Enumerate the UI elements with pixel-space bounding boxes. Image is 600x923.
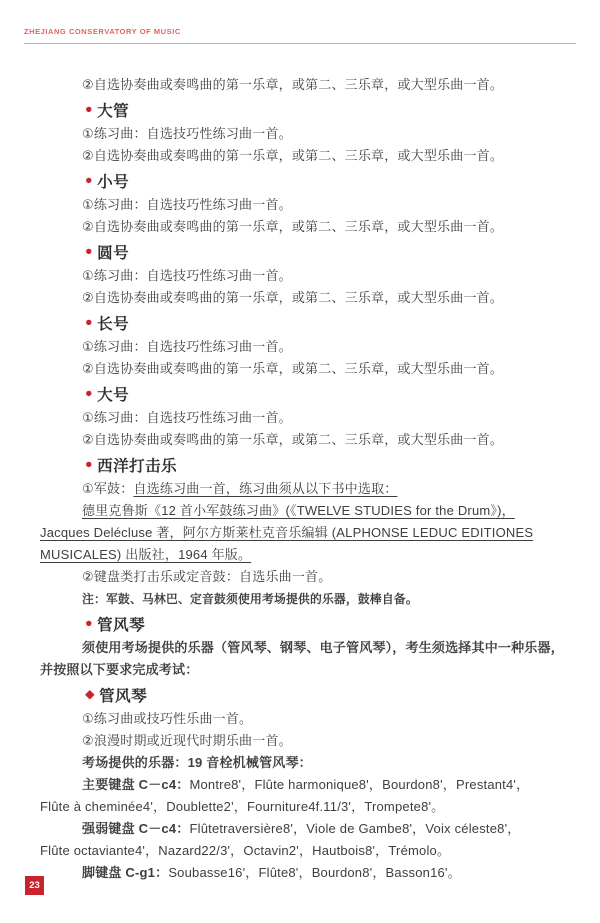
text-segment: ①练习曲：自选技巧性练习曲一首。 <box>82 126 292 141</box>
text-line <box>40 522 585 544</box>
text-line <box>40 659 585 681</box>
section-heading-label: 大管 <box>97 102 130 120</box>
text-segment: ①练习曲：自选技巧性练习曲一首。 <box>82 410 292 425</box>
section-heading <box>40 309 585 336</box>
circle-bullet-icon <box>85 617 93 630</box>
text-segment: ②自选协奏曲或奏鸣曲的第一乐章，或第二、三乐章，或大型乐曲一首。 <box>82 219 504 234</box>
section-heading <box>40 610 585 637</box>
document-body <box>40 74 585 884</box>
text-segment: ①军鼓： <box>82 481 134 496</box>
section-heading-label: 大号 <box>97 386 130 404</box>
text-line <box>40 145 585 167</box>
text-segment: 注：军鼓、马林巴、定音鼓须使用考场提供的乐器，鼓棒自备。 <box>82 592 418 606</box>
text-segment: 强弱键盘 C－c4： <box>82 821 190 836</box>
text-segment: ②自选协奏曲或奏鸣曲的第一乐章，或第二、三乐章，或大型乐曲一首。 <box>82 290 504 305</box>
text-line <box>40 123 585 145</box>
text-segment: Flûte octaviante4'，Nazard22/3'，Octavin2'，Hautbois8'，Trémolo。 <box>40 843 451 858</box>
section-heading-label: 小号 <box>97 173 130 191</box>
section-heading-label: 管风琴 <box>97 616 146 634</box>
section-heading <box>40 451 585 478</box>
text-line <box>40 708 585 730</box>
text-segment: ①练习曲：自选技巧性练习曲一首。 <box>82 268 292 283</box>
text-line <box>40 862 585 884</box>
circle-bullet-icon <box>85 245 93 258</box>
text-line <box>40 752 585 774</box>
circle-bullet-icon <box>85 316 93 329</box>
text-line <box>40 216 585 238</box>
text-segment: Montre8'，Flûte harmonique8'，Bourdon8'，Prestant4'， <box>189 777 530 792</box>
section-heading-label: 西洋打击乐 <box>97 457 178 475</box>
text-line <box>40 265 585 287</box>
text-line <box>40 544 585 566</box>
circle-bullet-icon <box>85 174 93 187</box>
section-heading-label: 长号 <box>97 315 130 333</box>
page-number-badge: 23 <box>25 876 44 895</box>
section-heading <box>40 238 585 265</box>
section-heading-label: 管风琴 <box>99 687 148 705</box>
text-line <box>40 774 585 796</box>
text-segment: 并按照以下要求完成考试： <box>40 662 199 677</box>
text-line <box>40 358 585 380</box>
text-segment: 脚键盘 C-g1： <box>82 865 169 880</box>
text-segment: ②自选协奏曲或奏鸣曲的第一乐章，或第二、三乐章，或大型乐曲一首。 <box>82 432 504 447</box>
text-line <box>40 74 585 96</box>
text-segment: ②自选协奏曲或奏鸣曲的第一乐章，或第二、三乐章，或大型乐曲一首。 <box>82 361 504 376</box>
text-segment: 自选练习曲一首，练习曲须从以下书中选取： <box>133 481 398 496</box>
section-heading <box>40 380 585 407</box>
text-line <box>40 194 585 216</box>
text-line <box>40 818 585 840</box>
text-line <box>40 730 585 752</box>
header-brand: ZHEJIANG CONSERVATORY OF MUSIC <box>24 27 181 36</box>
text-line <box>40 429 585 451</box>
header-rule <box>24 43 576 44</box>
text-segment: Soubasse16'，Flûte8'，Bourdon8'，Basson16'。 <box>168 865 461 880</box>
text-line <box>40 566 585 588</box>
text-line <box>40 796 585 818</box>
section-heading <box>40 167 585 194</box>
text-line <box>40 336 585 358</box>
text-segment: Flûtetraversière8'，Viole de Gambe8'，Voix céleste8'， <box>189 821 521 836</box>
text-line <box>40 478 585 500</box>
text-line <box>40 407 585 429</box>
diamond-bullet-icon <box>85 688 95 701</box>
circle-bullet-icon <box>85 103 93 116</box>
text-segment: ②键盘类打击乐或定音鼓：自选乐曲一首。 <box>82 569 332 584</box>
text-segment: 须使用考场提供的乐器（管风琴、钢琴、电子管风琴），考生须选择其中一种乐器， <box>82 640 564 655</box>
text-segment: ②浪漫时期或近现代时期乐曲一首。 <box>82 733 292 748</box>
text-segment: ②自选协奏曲或奏鸣曲的第一乐章，或第二、三乐章，或大型乐曲一首。 <box>82 77 504 92</box>
text-segment: 考场提供的乐器：19 音栓机械管风琴： <box>82 755 312 770</box>
text-line <box>40 840 585 862</box>
text-line <box>40 500 585 522</box>
text-segment: Jacques Delécluse 著，阿尔方斯莱杜克音乐编辑 (ALPHONSE LEDUC EDITIONES <box>40 525 534 540</box>
note-line <box>40 588 585 610</box>
section-heading <box>40 96 585 123</box>
text-segment: 德里克鲁斯《12 首小军鼓练习曲》(《TWELVE STUDIES for the Drum》)， <box>82 503 515 518</box>
text-segment: 主要键盘 C－c4： <box>82 777 190 792</box>
text-segment: ①练习曲：自选技巧性练习曲一首。 <box>82 339 292 354</box>
circle-bullet-icon <box>85 458 93 471</box>
text-segment: MUSICALES) 出版社，1964 年版。 <box>40 547 252 562</box>
circle-bullet-icon <box>85 387 93 400</box>
text-segment: ①练习曲或技巧性乐曲一首。 <box>82 711 253 726</box>
text-line <box>40 637 585 659</box>
section-heading-label: 圆号 <box>97 244 130 262</box>
text-line <box>40 287 585 309</box>
section-heading <box>40 681 585 708</box>
text-segment: ②自选协奏曲或奏鸣曲的第一乐章，或第二、三乐章，或大型乐曲一首。 <box>82 148 504 163</box>
text-segment: ①练习曲：自选技巧性练习曲一首。 <box>82 197 292 212</box>
text-segment: Flûte à cheminée4'，Doublette2'，Fourniture4f.11/3'，Trompete8'。 <box>40 799 445 814</box>
